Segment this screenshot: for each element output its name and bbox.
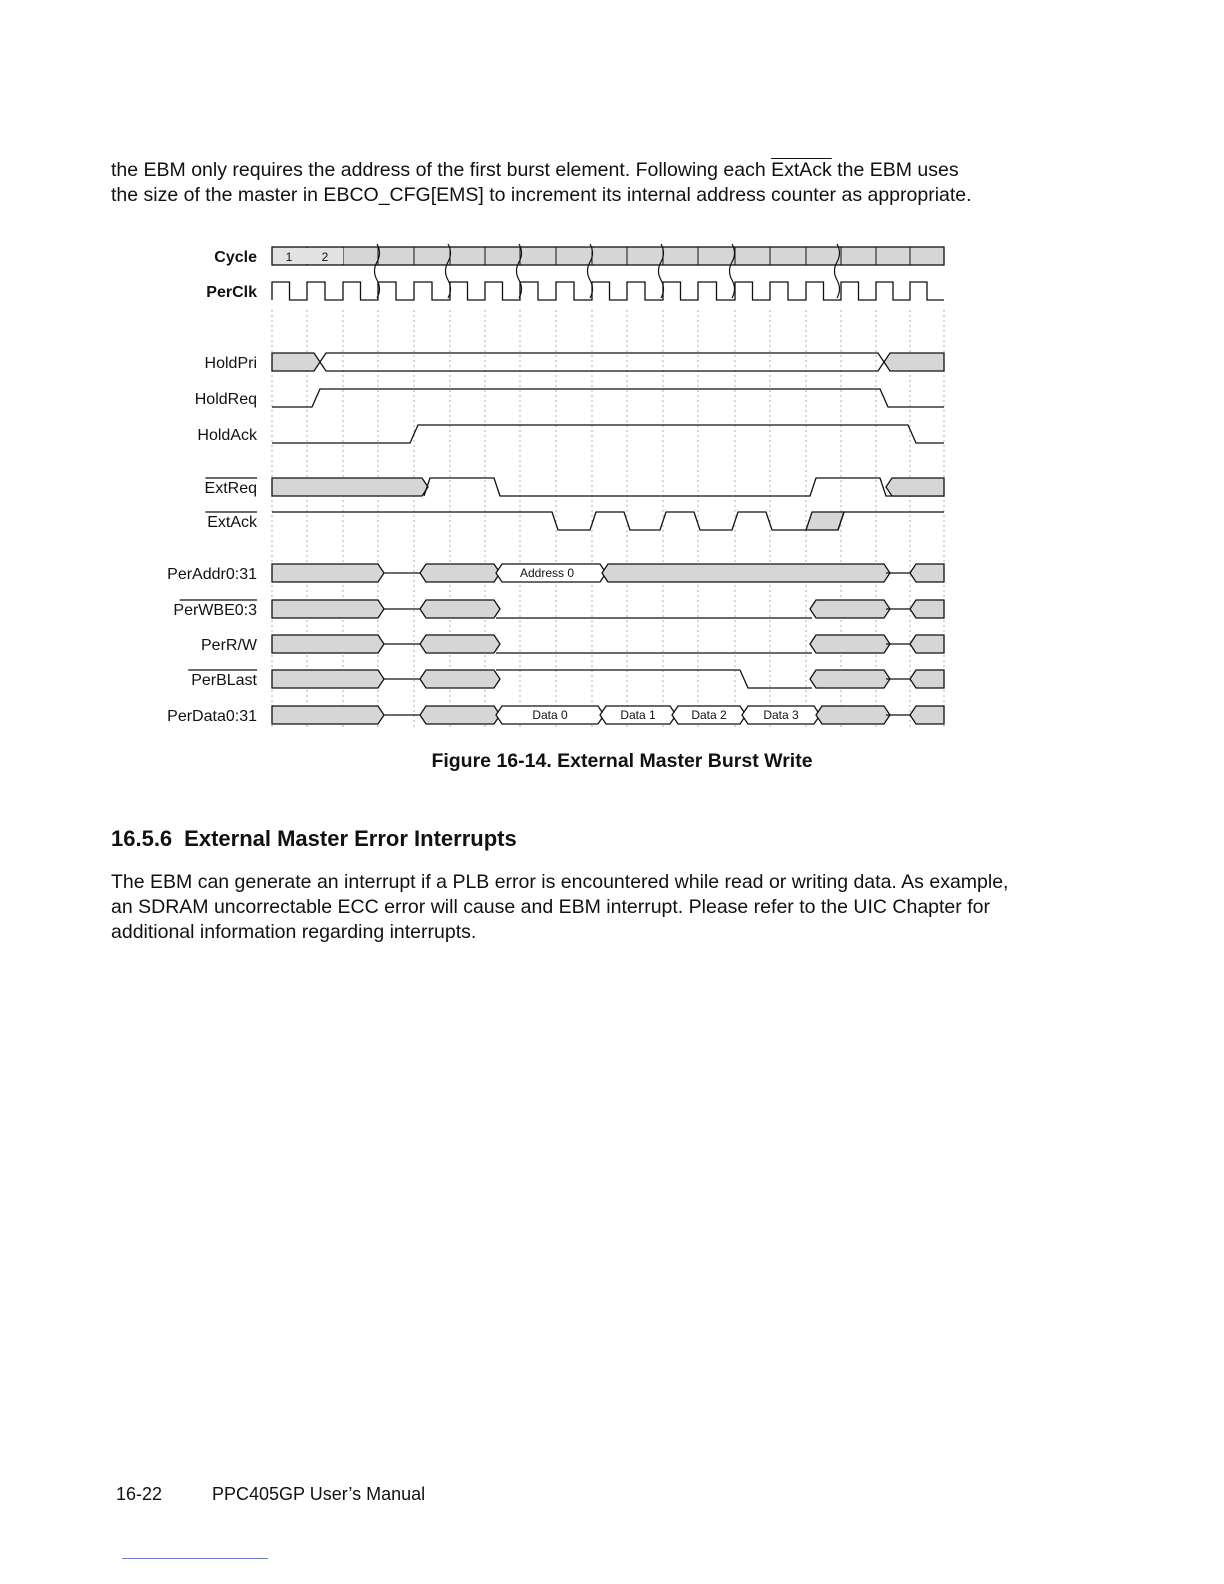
extreq-initial	[272, 478, 428, 496]
holdreq-wave	[272, 389, 944, 407]
perrw-pre	[420, 635, 500, 653]
holdack-wave	[272, 425, 944, 443]
figure-caption: Figure 16-14. External Master Burst Write	[431, 750, 813, 772]
holdpri-final	[884, 353, 944, 371]
footer-rule	[122, 1558, 268, 1559]
cycle-highlight	[273, 248, 343, 264]
signal-label-8: PerWBE0:3	[173, 602, 257, 619]
perblast-drop	[740, 670, 812, 688]
perwbe-pre	[420, 600, 500, 618]
intro-paragraph	[111, 158, 1111, 208]
perdata-pre	[420, 706, 500, 724]
extack-wave	[272, 512, 806, 530]
perdata-initial	[272, 706, 384, 724]
section-heading	[111, 826, 517, 852]
holdpri-valid	[320, 353, 884, 371]
page-number: 16-22	[116, 1484, 163, 1504]
section-title: External Master Error Interrupts	[184, 826, 517, 851]
perwbe-initial	[272, 600, 384, 618]
peraddr-invalid	[602, 564, 890, 582]
perwbe-post	[810, 600, 890, 618]
perrw-final	[910, 635, 944, 653]
holdpri-initial	[272, 353, 320, 371]
perblast-pre	[420, 670, 500, 688]
signal-label-11: PerData0:31	[167, 708, 257, 725]
peraddr-initial	[272, 564, 384, 582]
perdata-post	[816, 706, 890, 724]
peraddr-pre	[420, 564, 500, 582]
perrw-post	[810, 635, 890, 653]
cycle-number-0: 1	[285, 250, 293, 264]
extreq-wave	[424, 478, 944, 496]
signal-label-6: ExtAck	[207, 514, 257, 531]
page-footer	[116, 1484, 425, 1505]
cycle-number-1: 2	[321, 250, 329, 264]
perrw-initial	[272, 635, 384, 653]
perdata-label-2: Data 2	[691, 708, 727, 722]
signal-label-5: ExtReq	[204, 480, 257, 497]
perdata-label-1: Data 1	[620, 708, 656, 722]
intro-line2: the size of the master in EBCO_CFG[EMS] to increment its internal address counter as appropriate.	[111, 184, 972, 206]
cycle-row	[272, 247, 944, 265]
signal-label-9: PerR/W	[201, 637, 257, 654]
section-body: The EBM can generate an interrupt if a PLB error is encountered while read or writing data. As example, an SDRAM uncorrectable ECC error will cause and EBM interrupt. Please refer to the UIC Chapter for additional information regarding interrupts.	[111, 871, 1009, 943]
perblast-initial	[272, 670, 384, 688]
perblast-post	[810, 670, 890, 688]
manual-title: PPC405GP User’s Manual	[212, 1484, 426, 1504]
signal-label-3: HoldReq	[194, 391, 257, 408]
peraddr-address-label: Address 0	[519, 566, 575, 580]
perblast-final	[910, 670, 944, 688]
extreq-final	[886, 478, 944, 496]
signal-label-0: Cycle	[214, 249, 257, 266]
signal-label-1: PerClk	[206, 284, 257, 301]
signal-label-2: HoldPri	[204, 355, 257, 372]
perdata-label-0: Data 0	[532, 708, 568, 722]
signal-label-4: HoldAck	[197, 427, 257, 444]
perdata-final	[910, 706, 944, 724]
section-number: 16.5.6	[111, 826, 173, 851]
intro-line1-post: the EBM uses	[831, 159, 959, 181]
intro-line1-pre: the EBM only requires the address of the first burst element. Following each	[111, 159, 772, 181]
signal-label-10: PerBLast	[191, 672, 257, 689]
signal-label-7: PerAddr0:31	[167, 566, 257, 583]
intro-signal-extack: ExtAck	[771, 159, 832, 181]
extack-tail	[838, 512, 944, 530]
perdata-label-3: Data 3	[763, 708, 799, 722]
timing-diagram	[150, 238, 970, 738]
perclk-wave	[272, 282, 944, 300]
perwbe-final	[910, 600, 944, 618]
peraddr-final	[910, 564, 944, 582]
